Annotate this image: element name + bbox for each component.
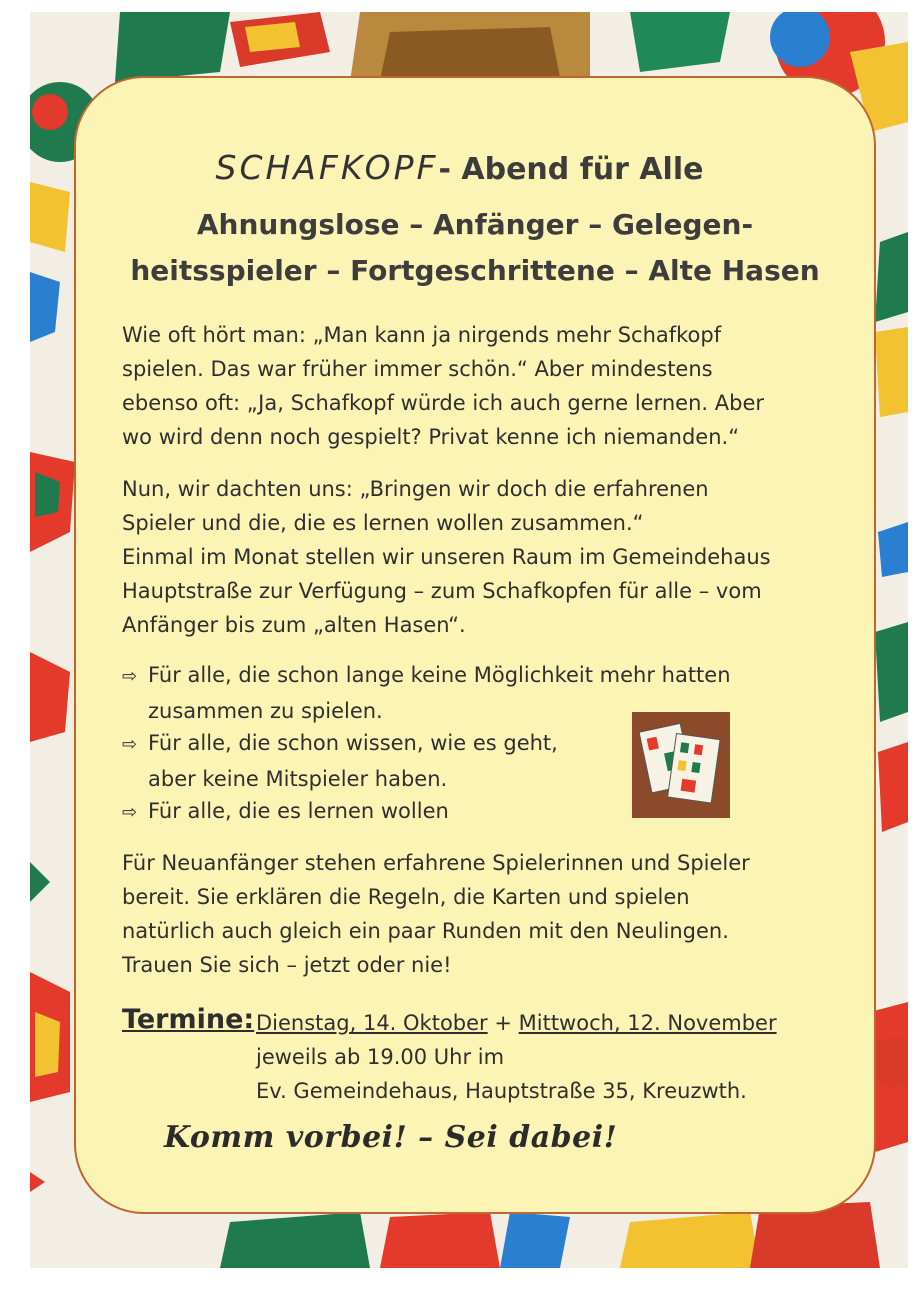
- arrow-right-icon: ⇨: [122, 802, 138, 823]
- date-separator: +: [487, 1011, 519, 1035]
- bullet-text-cont: aber keine Mitspieler haben.: [148, 767, 448, 791]
- title-evening: - Abend für Alle: [438, 152, 704, 187]
- bullet-text-cont: zusammen zu spielen.: [148, 699, 383, 723]
- intro-line: ebenso oft: „Ja, Schafkopf würde ich auch gerne lernen. Aber: [122, 391, 765, 415]
- beginners-line: natürlich auch gleich ein paar Runden mit den Neulingen.: [122, 919, 729, 943]
- beginners-line: bereit. Sie erklären die Regeln, die Karten und spielen: [122, 885, 690, 909]
- idea-line: Nun, wir dachten uns: „Bringen wir doch die erfahrenen: [122, 477, 709, 501]
- idea-line: Hauptstraße zur Verfügung – zum Schafkopfen für alle – vom: [122, 579, 762, 603]
- intro-line: spielen. Das war früher immer schön.“ Aber mindestens: [122, 357, 713, 381]
- beginners-paragraph: [122, 846, 862, 982]
- subtitle-line-2: heitsspieler – Fortgeschrittene – Alte Hasen: [130, 254, 820, 287]
- slogan: Komm vorbei! – Sei dabei!: [164, 1120, 618, 1155]
- arrow-right-icon: ⇨: [122, 666, 138, 687]
- intro-line: wo wird denn noch gespielt? Privat kenne ich niemanden.“: [122, 425, 740, 449]
- subtitle-line-1: Ahnungslose – Anfänger – Gelegen-: [196, 208, 754, 241]
- idea-line: Einmal im Monat stellen wir unseren Raum im Gemeindehaus: [122, 545, 771, 569]
- beginners-line: Trauen Sie sich – jetzt oder nie!: [122, 953, 452, 977]
- termine-place: Ev. Gemeindehaus, Hauptstraße 35, Kreuzwth.: [256, 1079, 747, 1103]
- bullet-item: [122, 726, 558, 796]
- flyer-title: [0, 148, 919, 187]
- bullet-text: Für alle, die schon lange keine Möglichkeit mehr hatten: [148, 663, 731, 687]
- intro-line: Wie oft hört man: „Man kann ja nirgends mehr Schafkopf: [122, 323, 722, 347]
- termine-dates: [256, 1006, 777, 1040]
- idea-paragraph: [122, 472, 862, 642]
- idea-line: Anfänger bis zum „alten Hasen“.: [122, 613, 466, 637]
- beginners-line: Für Neuanfänger stehen erfahrene Spielerinnen und Spieler: [122, 851, 750, 875]
- intro-paragraph: [122, 318, 862, 454]
- termine-label: Termine:: [122, 1004, 255, 1035]
- idea-line: Spieler und die, die es lernen wollen zusammen.“: [122, 511, 644, 535]
- title-game-name: SCHAFKOPF: [215, 148, 439, 187]
- bullet-text: Für alle, die schon wissen, wie es geht,: [148, 731, 558, 755]
- date-2: Mittwoch, 12. November: [518, 1011, 777, 1035]
- termine-time: jeweils ab 19.00 Uhr im: [256, 1045, 505, 1069]
- bullet-text: Für alle, die es lernen wollen: [148, 799, 449, 823]
- bullet-item: [122, 794, 449, 830]
- playing-cards-image: [632, 712, 730, 818]
- date-1: Dienstag, 14. Oktober: [256, 1011, 488, 1035]
- arrow-right-icon: ⇨: [122, 734, 138, 755]
